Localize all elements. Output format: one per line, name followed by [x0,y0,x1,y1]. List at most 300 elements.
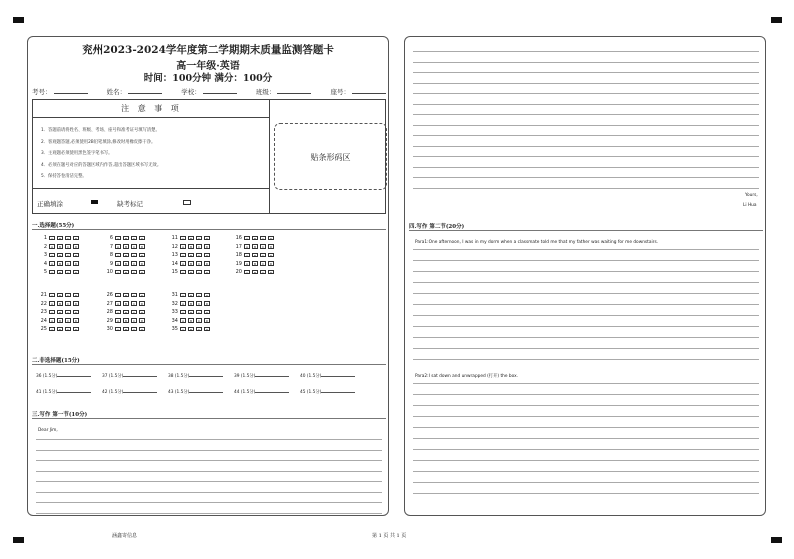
question-number: 10 [106,269,113,275]
writing-line[interactable] [413,304,759,305]
writing-line[interactable] [413,114,759,115]
question-number: 25 [40,326,47,332]
choice-bubble-d[interactable]: D [140,253,144,258]
choice-bubble-a[interactable]: A [181,236,185,241]
choice-bubble-d[interactable]: D [269,270,273,275]
choice-bubble-b[interactable]: B [189,262,193,267]
choice-bubble-c[interactable]: C [197,245,201,250]
choice-question [233,269,276,275]
choice-bubble-b[interactable]: B [189,327,193,332]
choice-bubble-b[interactable]: B [253,262,257,267]
choice-bubble-b[interactable]: B [124,293,128,298]
writing-line[interactable] [413,427,759,428]
choice-bubble-b[interactable]: B [58,319,62,324]
choice-bubble-a[interactable]: A [50,236,54,241]
choice-question [104,269,147,275]
writing-line[interactable] [36,492,382,493]
writing-line[interactable] [413,177,759,178]
choice-bubble-d[interactable]: D [140,262,144,267]
choice-bubble-a[interactable]: A [116,302,120,307]
choice-bubble-d[interactable]: D [205,302,209,307]
fill-question[interactable]: 38 (1.5分) [168,373,223,379]
section-writing2-title: 四.写作 第二节(20分) [409,224,465,230]
choice-bubble-a[interactable]: A [181,302,185,307]
choice-bubble-b[interactable]: B [189,270,193,275]
name-field[interactable]: 姓名： [107,87,163,96]
choice-bubble-b[interactable]: B [58,245,62,250]
fill-question[interactable]: 37 (1.5分) [102,373,157,379]
choice-question [104,261,147,267]
section-nonchoice-title: 二.非选择题(15分) [32,358,80,364]
choice-bubble-d[interactable]: D [205,245,209,250]
choice-bubble-d[interactable]: D [74,262,78,267]
writing-line[interactable] [413,156,759,157]
letter-signature: Li Hua [743,203,757,208]
choice-bubble-a[interactable]: A [245,245,249,250]
choice-bubble-b[interactable]: B [189,310,193,315]
question-number: 14 [171,260,178,267]
correct-fill-example [91,200,98,204]
choice-bubble-b[interactable]: B [124,310,128,315]
choice-bubble-c[interactable]: C [66,319,70,324]
choice-bubble-c[interactable]: C [132,310,136,315]
choice-bubble-c[interactable]: C [66,310,70,315]
choice-bubble-d[interactable]: D [205,293,209,298]
absent-mark-box[interactable] [183,200,191,205]
choice-bubble-b[interactable]: B [58,236,62,241]
absent-mark-label: 缺考标记 [117,200,143,208]
exam-number-field[interactable]: 考号： [32,87,88,96]
choice-bubble-a[interactable]: A [181,262,185,267]
choice-bubble-b[interactable]: B [58,262,62,267]
time-score: 时间：100分钟 满分：100分 [143,73,273,84]
choice-bubble-a[interactable]: A [245,262,249,267]
choice-bubble-d[interactable]: D [74,302,78,307]
question-number: 13 [171,252,178,258]
choice-question [233,244,276,250]
letter-closing: Yours, [745,193,758,198]
choice-bubble-a[interactable]: A [50,270,54,275]
notice-title: 注 意 事 项 [33,100,270,118]
choice-bubble-b[interactable]: B [124,319,128,324]
choice-question [169,326,212,332]
question-number: 19 [235,260,242,267]
question-number: 8 [109,252,113,258]
choice-bubble-a[interactable]: A [50,262,54,267]
question-number: 34 [171,317,178,324]
choice-bubble-a[interactable]: A [116,253,120,258]
question-number: 28 [106,309,113,315]
writing-line[interactable] [413,438,759,439]
choice-bubble-a[interactable]: A [50,302,54,307]
choice-bubble-c[interactable]: C [197,236,201,241]
seat-field[interactable]: 座号： [331,87,387,96]
choice-question [169,244,212,250]
choice-bubble-b[interactable]: B [189,236,193,241]
choice-bubble-b[interactable]: B [124,262,128,267]
writing-line[interactable] [413,405,759,406]
choice-bubble-d[interactable]: D [205,327,209,332]
choice-bubble-b[interactable]: B [253,253,257,258]
choice-bubble-d[interactable]: D [140,327,144,332]
choice-bubble-c[interactable]: C [261,236,265,241]
writing-line[interactable] [413,188,759,189]
choice-bubble-c[interactable]: C [66,270,70,275]
choice-bubble-d[interactable]: D [205,319,209,324]
choice-bubble-a[interactable]: A [245,253,249,258]
choice-bubble-d[interactable]: D [74,245,78,250]
writing-line[interactable] [413,293,759,294]
choice-question [38,309,81,315]
choice-question [169,318,212,324]
choice-bubble-b[interactable]: B [58,270,62,275]
school-field[interactable]: 学校： [181,87,237,96]
question-number: 35 [171,326,178,332]
choice-bubble-a[interactable]: A [116,262,120,267]
choice-bubble-b[interactable]: B [189,245,193,250]
choice-bubble-d[interactable]: D [205,253,209,258]
section-choice-title: 一.选择题(55分) [32,223,75,229]
question-number: 22 [40,300,47,307]
class-field[interactable]: 班级： [256,87,312,96]
writing-line[interactable] [413,72,759,73]
correct-fill-label: 正确填涂 [37,200,63,208]
choice-bubble-c[interactable]: C [261,262,265,267]
choice-question [38,252,81,258]
choice-bubble-a[interactable]: A [116,319,120,324]
choice-bubble-d[interactable]: D [205,236,209,241]
question-number: 18 [235,252,242,258]
writing-line[interactable] [413,146,759,147]
choice-question [169,292,212,298]
choice-bubble-b[interactable]: B [189,293,193,298]
choice-bubble-b[interactable]: B [253,245,257,250]
writing-line[interactable] [36,450,382,451]
choice-bubble-b[interactable]: B [58,293,62,298]
writing-line[interactable] [36,471,382,472]
choice-bubble-d[interactable]: D [140,310,144,315]
choice-bubble-b[interactable]: B [124,327,128,332]
barcode-area: 贴条形码区 [274,123,387,190]
choice-bubble-a[interactable]: A [181,253,185,258]
choice-bubble-b[interactable]: B [189,319,193,324]
notice-item: 5．保持答卷清洁完整。 [41,174,87,179]
choice-bubble-c[interactable]: C [66,327,70,332]
choice-question [38,292,81,298]
corner-mark [13,17,24,23]
choice-question [169,309,212,315]
choice-bubble-a[interactable]: A [116,270,120,275]
choice-bubble-d[interactable]: D [74,310,78,315]
writing-line[interactable] [413,416,759,417]
choice-question [169,252,212,258]
writing-line[interactable] [36,439,382,440]
choice-bubble-d[interactable]: D [140,293,144,298]
choice-bubble-c[interactable]: C [197,262,201,267]
corner-mark [13,537,24,543]
notice-item: 3．主观题必须使用黑色签字笔书写。 [41,151,113,156]
fill-question[interactable]: 40 (1.5分) [300,373,355,379]
choice-bubble-a[interactable]: A [50,245,54,250]
choice-bubble-c[interactable]: C [132,293,136,298]
choice-bubble-d[interactable]: D [205,310,209,315]
question-number: 15 [171,269,178,275]
writing-line[interactable] [413,315,759,316]
question-number: 27 [106,300,113,307]
choice-bubble-d[interactable]: D [205,270,209,275]
choice-bubble-c[interactable]: C [197,270,201,275]
choice-bubble-a[interactable]: A [116,236,120,241]
choice-bubble-d[interactable]: D [140,245,144,250]
choice-question [169,301,212,307]
choice-question [104,244,147,250]
choice-bubble-c[interactable]: C [261,253,265,258]
question-number: 6 [109,235,113,241]
question-number: 9 [109,260,113,267]
writing-line[interactable] [413,104,759,105]
choice-bubble-a[interactable]: A [50,310,54,315]
choice-bubble-c[interactable]: C [261,245,265,250]
writing-line[interactable] [413,125,759,126]
writing-line[interactable] [413,260,759,261]
fill-question[interactable]: 45 (1.5分) [300,389,355,395]
corner-mark [771,537,782,543]
choice-question [104,301,147,307]
writing-line[interactable] [413,271,759,272]
para2-prompt: Para2:I sat down and unwrapped (打开) the box. [415,374,518,379]
notice-item: 1．答题前请将姓名、班级、考场、座号和准考证号填写清楚。 [41,128,160,133]
choice-question [233,261,276,267]
choice-bubble-c[interactable]: C [132,236,136,241]
writing-line[interactable] [413,62,759,63]
choice-bubble-b[interactable]: B [58,310,62,315]
question-number: 24 [40,317,47,324]
choice-bubble-c[interactable]: C [132,245,136,250]
choice-question [104,318,147,324]
choice-bubble-d[interactable]: D [140,270,144,275]
choice-bubble-d[interactable]: D [269,253,273,258]
choice-bubble-d[interactable]: D [74,270,78,275]
choice-bubble-b[interactable]: B [253,270,257,275]
choice-bubble-c[interactable]: C [197,253,201,258]
question-number: 21 [40,292,47,298]
choice-bubble-b[interactable]: B [124,245,128,250]
question-number: 26 [106,292,113,298]
choice-bubble-c[interactable]: C [132,253,136,258]
choice-question [38,301,81,307]
writing-line[interactable] [36,481,382,482]
fill-question[interactable]: 39 (1.5分) [234,373,289,379]
question-number: 7 [109,243,113,250]
choice-bubble-a[interactable]: A [181,245,185,250]
choice-question [38,261,81,267]
writing-line[interactable] [413,326,759,327]
choice-bubble-a[interactable]: A [181,270,185,275]
choice-bubble-d[interactable]: D [205,262,209,267]
choice-bubble-c[interactable]: C [197,310,201,315]
section-writing1-title: 三.写作 第一节(10分) [32,412,88,418]
writing-line[interactable] [413,348,759,349]
footer-page: 第 1 页 共 1 页 [372,533,407,539]
choice-bubble-a[interactable]: A [116,310,120,315]
writing-line[interactable] [413,51,759,52]
choice-question [233,235,276,241]
choice-bubble-d[interactable]: D [140,236,144,241]
question-number: 31 [171,292,178,298]
choice-bubble-c[interactable]: C [132,270,136,275]
fill-question[interactable]: 41 (1.5分) [36,389,91,395]
choice-question [104,292,147,298]
grade-subject: 高一年级·英语 [176,61,240,72]
choice-bubble-a[interactable]: A [50,253,54,258]
question-number: 30 [106,326,113,332]
writing-line[interactable] [36,513,382,514]
choice-bubble-a[interactable]: A [181,319,185,324]
choice-bubble-b[interactable]: B [58,253,62,258]
question-number: 23 [40,309,47,315]
choice-bubble-d[interactable]: D [269,245,273,250]
choice-bubble-d[interactable]: D [74,253,78,258]
choice-bubble-d[interactable]: D [74,293,78,298]
writing-line[interactable] [413,383,759,384]
choice-question [169,269,212,275]
notice-list [41,125,161,183]
question-number: 32 [171,300,178,307]
choice-bubble-b[interactable]: B [58,327,62,332]
letter-greeting: Dear Jim, [38,428,58,433]
question-number: 33 [171,309,178,315]
choice-bubble-a[interactable]: A [116,293,120,298]
writing-line[interactable] [413,135,759,136]
choice-bubble-c[interactable]: C [197,293,201,298]
writing-line[interactable] [413,482,759,483]
question-number: 12 [171,243,178,250]
question-number: 3 [43,252,47,258]
writing-line[interactable] [413,167,759,168]
choice-bubble-a[interactable]: A [181,310,185,315]
choice-question [233,252,276,258]
choice-bubble-b[interactable]: B [124,236,128,241]
choice-bubble-c[interactable]: C [132,319,136,324]
writing-line[interactable] [36,502,382,503]
choice-bubble-d[interactable]: D [74,327,78,332]
choice-bubble-d[interactable]: D [269,236,273,241]
choice-bubble-c[interactable]: C [66,262,70,267]
question-number: 1 [43,235,47,241]
writing-line[interactable] [413,460,759,461]
question-number: 2 [43,243,47,250]
left-answer-panel [27,36,389,516]
choice-bubble-a[interactable]: A [116,245,120,250]
choice-question [38,269,81,275]
choice-question [38,318,81,324]
question-number: 4 [43,260,47,267]
notice-item: 2．客观题答题,必须使用2B铅笔填涂,修改时用橡皮擦干净。 [41,139,156,145]
question-number: 16 [235,235,242,241]
writing-line[interactable] [413,83,759,84]
choice-bubble-d[interactable]: D [74,236,78,241]
choice-bubble-d[interactable]: D [269,262,273,267]
question-number: 29 [106,317,113,324]
choice-question [169,235,212,241]
choice-bubble-c[interactable]: C [261,270,265,275]
choice-bubble-c[interactable]: C [132,262,136,267]
choice-bubble-c[interactable]: C [66,253,70,258]
choice-question [104,326,147,332]
choice-bubble-c[interactable]: C [132,302,136,307]
choice-bubble-c[interactable]: C [66,236,70,241]
writing-line[interactable] [413,394,759,395]
fill-question[interactable]: 36 (1.5分) [36,373,91,379]
fill-question[interactable]: 44 (1.5分) [234,389,289,395]
exam-title: 兖州2023-2024学年度第二学期期末质量监测答题卡 [82,44,334,56]
choice-bubble-c[interactable]: C [197,319,201,324]
choice-bubble-a[interactable]: A [181,293,185,298]
choice-bubble-c[interactable]: C [66,302,70,307]
choice-bubble-a[interactable]: A [245,270,249,275]
choice-bubble-c[interactable]: C [66,293,70,298]
choice-bubble-c[interactable]: C [132,327,136,332]
writing-line[interactable] [413,282,759,283]
choice-bubble-b[interactable]: B [124,253,128,258]
choice-bubble-b[interactable]: B [189,253,193,258]
choice-bubble-c[interactable]: C [197,302,201,307]
student-info-row [32,87,386,96]
choice-bubble-a[interactable]: A [50,319,54,324]
choice-question [38,244,81,250]
choice-bubble-c[interactable]: C [66,245,70,250]
choice-bubble-a[interactable]: A [50,327,54,332]
choice-bubble-a[interactable]: A [181,327,185,332]
choice-bubble-d[interactable]: D [140,319,144,324]
choice-bubble-a[interactable]: A [245,236,249,241]
question-number: 5 [43,269,47,275]
writing-line[interactable] [413,249,759,250]
corner-mark [771,17,782,23]
writing-line[interactable] [413,471,759,472]
choice-bubble-b[interactable]: B [58,302,62,307]
notice-box [32,99,386,214]
choice-question [38,235,81,241]
writing-line[interactable] [413,359,759,360]
choice-bubble-a[interactable]: A [116,327,120,332]
writing-line[interactable] [413,493,759,494]
choice-question [104,309,147,315]
question-number: 17 [235,243,242,250]
choice-question [104,252,147,258]
writing-line[interactable] [36,460,382,461]
footer-left: 涵鑫寄信息 [112,533,138,539]
choice-bubble-a[interactable]: A [50,293,54,298]
right-answer-panel [404,36,766,516]
choice-bubble-c[interactable]: C [197,327,201,332]
choice-bubble-d[interactable]: D [140,302,144,307]
writing-line[interactable] [413,93,759,94]
notice-item: 4．必须在题号对应的答题区域内作答,超出答题区域书写无效。 [41,162,162,168]
choice-bubble-d[interactable]: D [74,319,78,324]
fill-example-row [33,188,270,215]
choice-bubble-b[interactable]: B [124,270,128,275]
fill-question[interactable]: 42 (1.5分) [102,389,157,395]
question-number: 20 [235,269,242,275]
para1-prompt: Para1:One afternoon, I was in my dorm when a classmate told me that my father was waiting for me downstairs. [415,240,659,245]
fill-question[interactable]: 43 (1.5分) [168,389,223,395]
choice-bubble-b[interactable]: B [253,236,257,241]
writing-line[interactable] [413,337,759,338]
writing-line[interactable] [413,449,759,450]
choice-bubble-b[interactable]: B [189,302,193,307]
choice-bubble-b[interactable]: B [124,302,128,307]
